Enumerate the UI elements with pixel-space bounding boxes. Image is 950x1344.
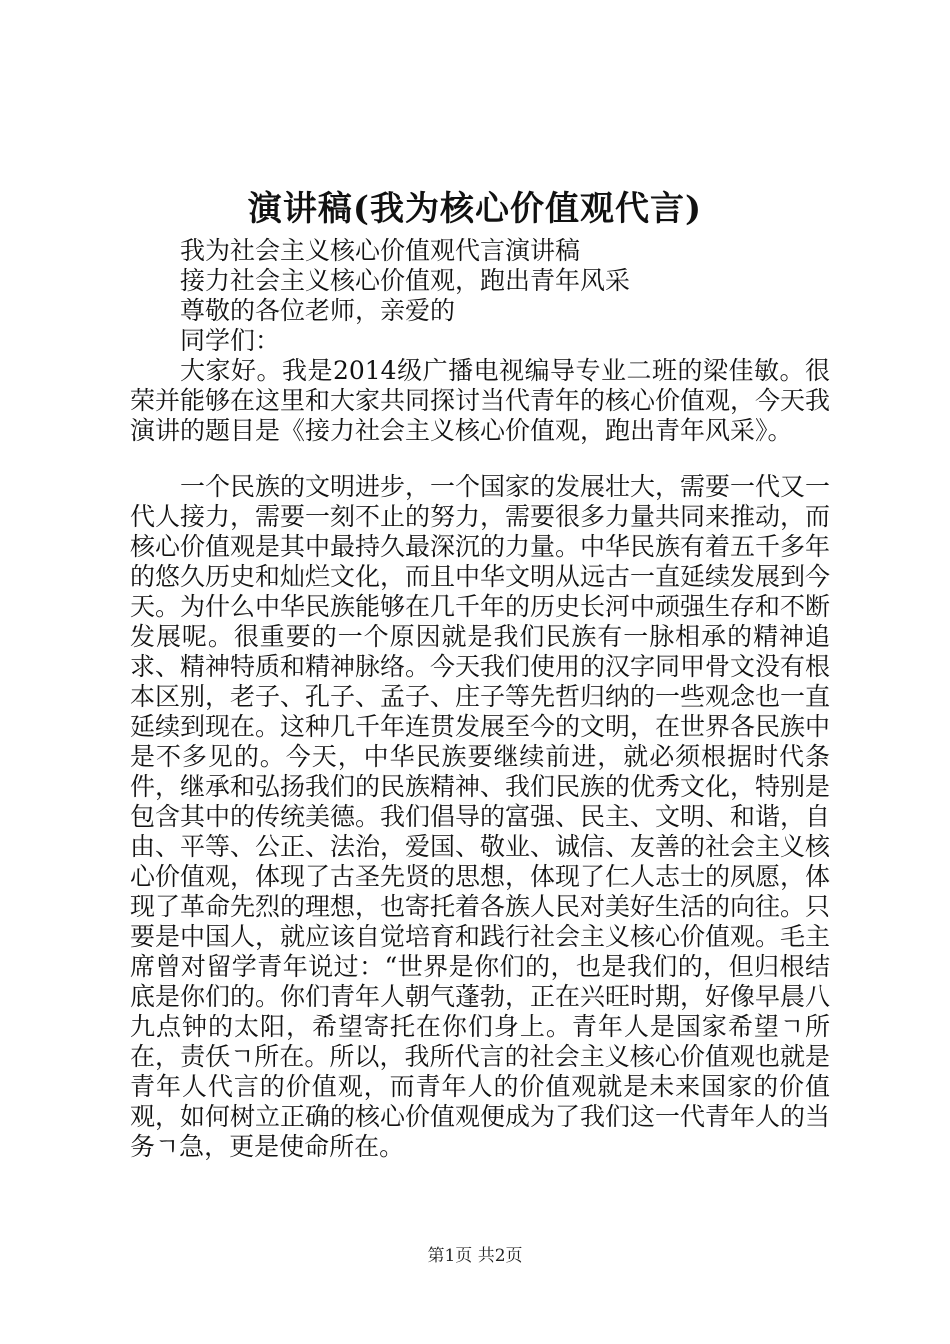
paragraph-gap — [130, 446, 830, 472]
page-indicator: 第1页 共2页 — [427, 1246, 523, 1266]
main-paragraph: 一个民族的文明进步，一个国家的发展壮大，需要一代又一代人接力，需要一刻不止的努力，需要很多力量共同来推动，而核心价值观是其中最持久最深沉的力量。中华民族有着五千多年的悠久历史和灿烂文化，而且中华文明从远古一直延续发展到今天。为什么中华民族能够在几千年的历史长河中顽强生存和不断发展呢。很重要的一个原因就是我们民族有一脉相承的精神追求、精神特质和精神脉络。今天我们使用的汉字同甲骨文没有根本区别，老子、孔子、孟子、庄子等先哲归纳的一些观念也一直延续到现在。这种几千年连贯发展至今的文明，在世界各民族中是不多见的。今天，中华民族要继续前进，就必须根据时代条件，继承和弘扬我们的民族精神、我们民族的优秀文化，特别是包含其中的传统美德。我们倡导的富强、民主、文明、和谐，自由、平等、公正、法治，爱国、敬业、诚信、友善的社会主义核心价值观，体现了古圣先贤的思想，体现了仁人志士的夙愿，体现了革命先烈的理想，也寄托着各族人民对美好生活的向往。只要是中国人，就应该自觉培育和践行社会主义核心价值观。毛主席曾对留学青年说过：“世界是你们的，也是我们的，但归根结底是你们的。你们青年人朝气蓬勃，正在兴旺时期，好像早晨八九点钟的太阳，希望寄托在你们身上。青年人是国家希望ㄱ所在，责仸ㄱ所在。所以，我所代言的社会主义核心价值观也就是青年人代言的价值观，而青年人的价值观就是未来国家的价值观，如何树立正确的核心价值观便成为了我们这一代青年人的当务ㄱ急，更是使命所在。 — [130, 472, 831, 1161]
salutation-line-continued: 同学们： — [180, 326, 281, 355]
document-body — [130, 236, 830, 1162]
salutation-line: 尊敬的各位老师，亲爱的 — [180, 296, 456, 325]
slogan-line: 接力社会主义核心价值观，跑出青年风采 — [180, 266, 631, 295]
document-title: 演讲稿(我为核心价值观代言) — [247, 189, 703, 229]
subtitle-line: 我为社会主义核心价值观代言演讲稿 — [180, 236, 581, 265]
intro-paragraph: 大家好。我是2014级广播电视编导专业二班的梁佳敏。很荣并能够在这里和大家共同探讨当代青年的核心价值观，今天我演讲的题目是《接力社会主义核心价值观，跑出青年风采》。 — [130, 356, 831, 445]
